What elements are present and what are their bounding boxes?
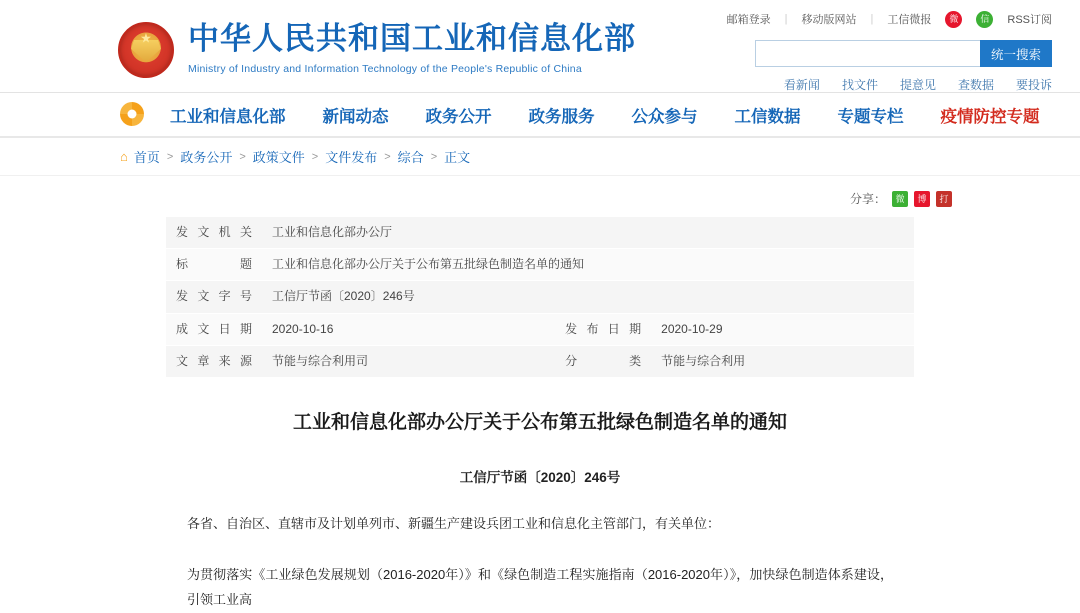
breadcrumb-item-general[interactable]: 综合 <box>397 150 424 165</box>
quick-links <box>632 76 1052 93</box>
search-button[interactable]: 统一搜索 <box>980 40 1052 67</box>
document-number: 工信厅节函〔2020〕246号 <box>459 470 621 486</box>
quick-link-files[interactable]: 找文件 <box>841 78 878 92</box>
meta-label-category: 分类 <box>555 345 651 377</box>
site-title-en: Ministry of Industry and Information Technology of the People's Republic of China <box>188 62 582 75</box>
search-row <box>632 40 1052 67</box>
share-wechat-icon[interactable]: 微 <box>892 191 908 207</box>
site-title-block <box>188 22 636 75</box>
breadcrumb-separator: > <box>239 150 246 163</box>
meta-value-category: 节能与综合利用 <box>651 345 914 377</box>
meta-value-title: 工业和信息化部办公厅关于公布第五批绿色制造名单的通知 <box>262 249 914 281</box>
main-nav <box>0 92 1080 138</box>
breadcrumb-item-affairs-open[interactable]: 政务公开 <box>180 150 233 165</box>
util-link-weibao[interactable]: 工信微报 <box>887 14 932 26</box>
meta-value-docnumber: 工信厅节函〔2020〕246号 <box>262 281 914 313</box>
breadcrumb-item-home[interactable]: 首页 <box>133 150 160 165</box>
breadcrumb-item-policy-docs[interactable]: 政策文件 <box>252 150 305 165</box>
meta-value-source: 节能与综合利用司 <box>262 345 555 377</box>
table-row <box>166 249 914 281</box>
meta-label-source: 文章来源 <box>166 345 262 377</box>
table-row <box>166 281 914 313</box>
site-title-cn: 中华人民共和国工业和信息化部 <box>188 21 636 57</box>
rss-link[interactable]: RSS订阅 <box>1007 14 1052 26</box>
search-input[interactable] <box>755 40 980 67</box>
quick-link-complaint[interactable]: 要投诉 <box>1015 78 1052 92</box>
home-icon: ⌂ <box>120 149 128 164</box>
share-row <box>0 190 1080 207</box>
quick-link-feedback[interactable]: 提意见 <box>899 78 936 92</box>
util-link-mail[interactable]: 邮箱登录 <box>726 14 771 26</box>
breadcrumb-separator: > <box>166 150 174 163</box>
document-meta-table <box>166 217 914 378</box>
divider: | <box>870 13 874 25</box>
meta-label-published-date: 发布日期 <box>555 313 651 345</box>
breadcrumb <box>0 138 1080 176</box>
article-paragraph-body: 为贯彻落实《工业绿色发展规划（2016-2020年）》和《绿色制造工程实施指南（2016-2020年）》，加快绿色制造体系建设，引领工业高 <box>187 567 893 607</box>
breadcrumb-separator: > <box>384 150 391 163</box>
utility-links <box>632 8 1052 30</box>
meta-value-issuer: 工业和信息化部办公厅 <box>262 217 914 249</box>
quick-link-news[interactable]: 看新闻 <box>783 78 820 92</box>
meta-value-completed-date: 2020-10-16 <box>262 313 555 345</box>
wechat-icon[interactable]: 信 <box>976 11 993 28</box>
nav-item-topics[interactable]: 专题专栏 <box>837 107 904 126</box>
share-label: 分享： <box>849 192 886 206</box>
nav-item-affairs-open[interactable]: 政务公开 <box>425 107 492 126</box>
meta-label-issuer: 发文机关 <box>166 217 262 249</box>
article-paragraph-salutation: 各省、自治区、直辖市及计划单列市、新疆生产建设兵团工业和信息化主管部门，有关单位： <box>187 516 721 532</box>
table-row <box>166 345 914 377</box>
divider: | <box>784 13 788 25</box>
nav-item-ministry[interactable]: 工业和信息化部 <box>170 107 286 126</box>
share-weibo-icon[interactable]: 博 <box>914 191 930 207</box>
weibo-icon[interactable]: 微 <box>945 11 962 28</box>
breadcrumb-item-text[interactable]: 正文 <box>444 150 471 165</box>
national-emblem-icon <box>118 22 174 78</box>
nav-item-affairs-service[interactable]: 政务服务 <box>528 107 595 126</box>
miit-gear-logo-icon <box>120 102 146 128</box>
breadcrumb-item-doc-release[interactable]: 文件发布 <box>325 150 378 165</box>
nav-item-epidemic[interactable]: 疫情防控专题 <box>940 107 1040 126</box>
breadcrumb-separator: > <box>311 150 319 163</box>
meta-value-published-date: 2020-10-29 <box>651 313 914 345</box>
quick-link-data[interactable]: 查数据 <box>957 78 994 92</box>
util-link-mobile[interactable]: 移动版网站 <box>801 14 857 26</box>
table-row <box>166 217 914 249</box>
nav-item-public-participation[interactable]: 公众参与 <box>631 107 698 126</box>
nav-item-data[interactable]: 工信数据 <box>734 107 801 126</box>
meta-label-title: 标题 <box>166 249 262 281</box>
header-utility-area <box>632 8 1052 93</box>
meta-label-docnumber: 发文字号 <box>166 281 262 313</box>
site-header <box>0 0 1080 92</box>
print-icon[interactable]: 打 <box>936 191 952 207</box>
meta-label-completed-date: 成文日期 <box>166 313 262 345</box>
breadcrumb-separator: > <box>430 150 438 163</box>
table-row <box>166 313 914 345</box>
page-title: 工业和信息化部办公厅关于公布第五批绿色制造名单的通知 <box>292 410 787 433</box>
nav-item-news[interactable]: 新闻动态 <box>322 107 389 126</box>
